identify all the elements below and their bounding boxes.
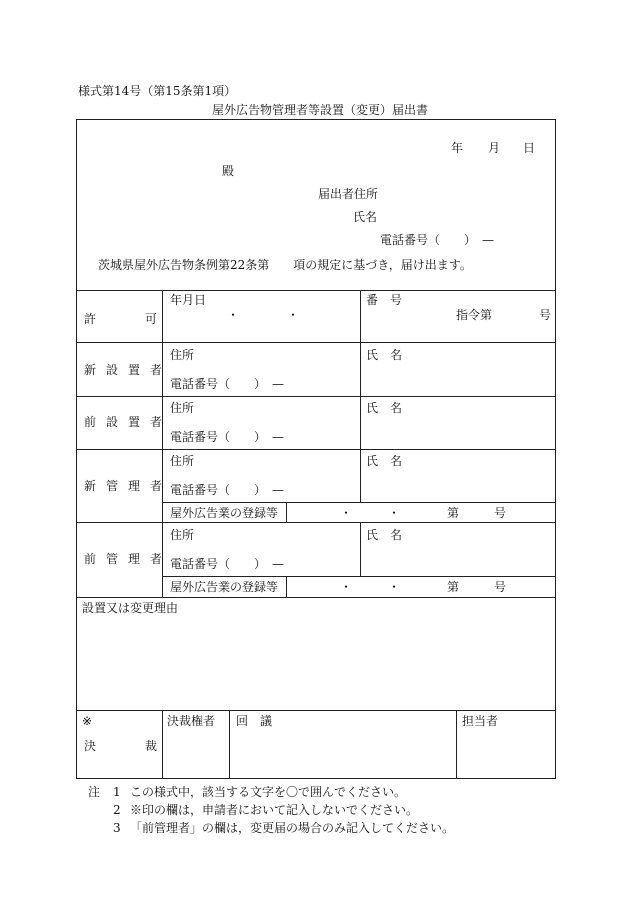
applicant-phone-label: 電話番号（ ） — [380,233,495,247]
name-label: 氏 名 [366,528,403,542]
row-label-prev-manager: 前管理者 [84,552,173,566]
permit-label-1: 許 [84,312,97,326]
registration-column-line [286,576,287,597]
note-number: 1 [113,785,121,799]
date-day: 日 [523,141,536,155]
registration-no-prefix: 第 [447,580,460,594]
form-number: 様式第14号（第15条第1項） [78,84,237,98]
name-column-line [360,290,361,502]
row-divider [76,290,556,291]
decision-column-line [162,710,163,779]
applicant-name-label: 氏名 [353,210,378,224]
registration-dot: ・ [388,506,401,520]
row-label-new-manager: 新管理者 [84,479,173,493]
permit-date-dot: ・ [227,308,240,322]
name-label: 氏 名 [366,348,403,362]
permit-label-2: 可 [145,312,158,326]
name-column-line [360,522,361,576]
decision-authority-label: 決裁権者 [167,714,216,728]
registration-no-suffix: 号 [494,506,507,520]
date-year: 年 [451,141,464,155]
registration-no-prefix: 第 [447,506,460,520]
address-label: 住所 [170,348,195,362]
address-label: 住所 [170,454,195,468]
registration-divider [162,502,556,503]
decision-column-line [456,710,457,779]
name-label: 氏 名 [366,454,403,468]
note-text: ※印の欄は，申請者において記入しないでください。 [130,803,419,817]
decision-column-line [229,710,230,779]
address-label: 住所 [170,528,195,542]
applicant-address-label: 届出者住所 [318,187,379,201]
note-number: 2 [113,803,121,817]
notes-prefix: 注 [88,785,101,799]
note-number: 3 [113,821,121,835]
reason-label: 設置又は変更理由 [82,601,179,615]
note-text: 「前管理者」の欄は，変更届の場合のみ記入してください。 [130,821,455,835]
note-text: この様式中，該当する文字を〇で囲んでください。 [130,785,407,799]
registration-dot: ・ [340,506,353,520]
permit-date-dot: ・ [287,308,300,322]
row-label-new-installer: 新設置者 [84,363,173,377]
circulation-label: 回 議 [236,714,273,728]
phone-label: 電話番号（ ） — [170,483,285,497]
registration-divider [162,576,556,577]
date-month: 月 [488,141,501,155]
name-label: 氏 名 [366,401,403,415]
registration-dot: ・ [340,580,353,594]
addressee-suffix: 殿 [222,164,235,178]
row-divider [76,396,556,397]
address-label: 住所 [170,401,195,415]
form-title: 屋外広告物管理者等設置（変更）届出書 [212,103,429,117]
phone-label: 電話番号（ ） — [170,557,285,571]
registration-column-line [286,502,287,522]
decision-mark: ※ [82,714,93,728]
permit-date-label: 年月日 [170,293,207,307]
row-divider [76,710,556,711]
label-column-line [162,290,163,597]
row-label-prev-installer: 前設置者 [84,415,173,429]
registration-no-suffix: 号 [494,580,507,594]
phone-label: 電話番号（ ） — [170,430,285,444]
decision-label-1: 決 [84,739,97,753]
registration-label: 屋外広告業の登録等 [170,506,279,520]
row-divider [76,597,556,598]
decision-label-2: 裁 [145,739,158,753]
order-prefix: 指令第 [456,308,493,322]
row-divider [76,342,556,343]
registration-label: 屋外広告業の登録等 [170,580,279,594]
statement: 茨城県屋外広告物条例第22条第 項の規定に基づき，届け出ます。 [98,258,472,272]
person-in-charge-label: 担当者 [462,714,499,728]
phone-label: 電話番号（ ） — [170,377,285,391]
row-divider [76,449,556,450]
order-suffix: 号 [539,308,552,322]
permit-number-label: 番 号 [366,293,403,307]
row-divider [76,522,556,523]
registration-dot: ・ [388,580,401,594]
